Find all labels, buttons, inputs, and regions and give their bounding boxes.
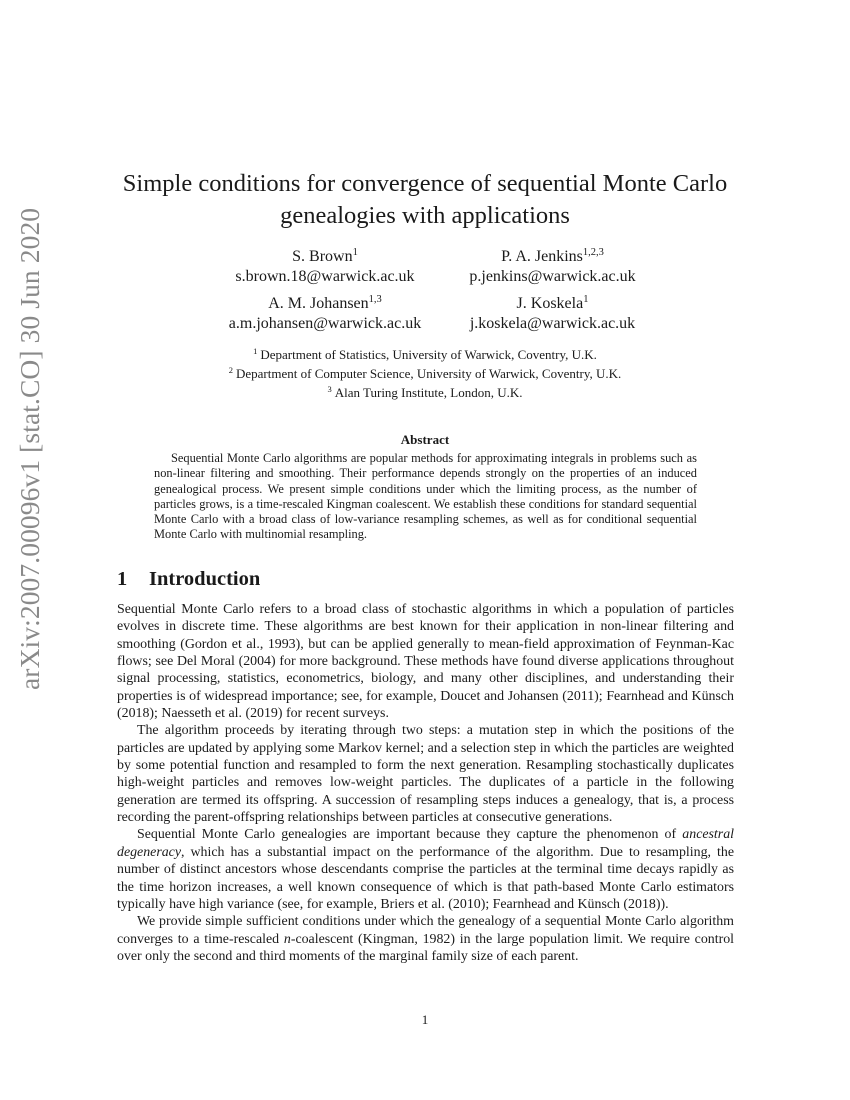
author-email[interactable]: p.jenkins@warwick.ac.uk — [469, 268, 636, 285]
paragraph-text: We provide simple sufficient conditions under which the genealogy of a sequential Monte Carlo algorithm converges to a time-rescaled — [117, 914, 734, 947]
author-email[interactable]: j.koskela@warwick.ac.uk — [469, 315, 636, 332]
paragraph-2: The algorithm proceeds by iterating through two steps: a mutation step in which the positions of the particles are updated by applying some Markov kernel; and a selection step in which the particles are weighted by some potential function and resampled to form the next generation. Resampling stochastically duplicates high-weight particles and removes low-weight particles. The duplicates of a particle in the following generation are termed its offspring. A succession of resampling steps induces a genealogy, that is, a process recording the parent-offspring relationships between particles at consecutive generations. — [117, 723, 734, 826]
affiliation-mark: 2 — [228, 365, 233, 375]
affiliations-list — [150, 345, 700, 402]
author-name: A. M. Johansen — [268, 295, 369, 312]
paragraph-text: Sequential Monte Carlo genealogies are important because they capture the phenomenon of — [137, 827, 683, 843]
section-title: Introduction — [149, 568, 261, 590]
emphasized-term: ancestral degeneracy — [117, 827, 734, 860]
affiliation-text: Department of Computer Science, University of Warwick, Coventry, U.K. — [236, 366, 622, 381]
author-affiliation-mark: 1 — [583, 294, 589, 305]
affiliation-mark: 1 — [253, 346, 258, 356]
author-name: P. A. Jenkins — [501, 248, 583, 265]
page-number: 1 — [421, 1012, 429, 1027]
section-heading-introduction — [117, 568, 260, 591]
title-line-1: Simple conditions for convergence of sequential Monte Carlo — [122, 170, 728, 197]
author-block-brown — [215, 247, 435, 287]
abstract-heading: Abstract — [400, 432, 450, 447]
author-name: J. Koskela — [516, 295, 584, 312]
section-number: 1 — [117, 568, 128, 590]
author-name: S. Brown — [292, 248, 353, 265]
paragraph-4 — [117, 913, 734, 965]
affiliation-mark: 3 — [327, 384, 332, 394]
affiliation-2 — [150, 364, 700, 383]
author-block-koskela — [450, 294, 655, 334]
arxiv-identifier-stamp: arXiv:2007.00096v1 [stat.CO] 30 Jun 2020 — [14, 207, 45, 690]
author-block-johansen — [205, 294, 445, 334]
paragraph-1: Sequential Monte Carlo refers to a broad class of stochastic algorithms in which a population of particles evolves in discrete time. These algorithms are best known for their application in non-linear filtering and smoothing (Gordon et al., 1993), but can be applied generally to mean-field approximation of Feynman-Kac flows; see Del Moral (2004) for more background. These methods have found diverse applications throughout signal processing, statistics, econometrics, biology, and many other disciplines, and understanding their properties is of widespread importance; see, for example, Doucet and Johansen (2011); Fearnhead and Künsch (2018); Naesseth et al. (2019) for recent surveys. — [117, 602, 734, 722]
paragraph-text: , which has a substantial impact on the performance of the algorithm. Due to resampling, the number of distinct ancestors whose descendants comprise the particles at the terminal time decays rapidly as the time horizon increases, a well known consequence of which is that path-based Monte Carlo estimators typically have high variance (see, for example, Briers et al. (2010); Fearnhead and Künsch (2018)). — [117, 844, 734, 912]
author-block-jenkins — [445, 247, 660, 287]
affiliation-1 — [150, 345, 700, 364]
author-affiliation-mark: 1,2,3 — [582, 247, 604, 258]
math-variable: n — [283, 931, 291, 947]
paragraph-text: -coalescent (Kingman, 1982) in the large population limit. We require control over only the second and third moments of the marginal family size of each parent. — [117, 931, 735, 964]
introduction-body — [117, 601, 734, 965]
author-email[interactable]: a.m.johansen@warwick.ac.uk — [228, 315, 422, 332]
paper-title — [110, 168, 740, 232]
author-email[interactable]: s.brown.18@warwick.ac.uk — [235, 268, 415, 285]
affiliation-3 — [150, 383, 700, 402]
affiliation-text: Alan Turing Institute, London, U.K. — [334, 385, 523, 400]
paragraph-3 — [117, 826, 734, 913]
affiliation-text: Department of Statistics, University of Warwick, Coventry, U.K. — [260, 347, 597, 362]
title-line-2: genealogies with applications — [280, 202, 570, 229]
abstract-text: Sequential Monte Carlo algorithms are popular methods for approximating integrals in problems such as non-linear filtering and smoothing. Their performance depends strongly on the properties of an induced genealogical process. We present simple conditions under which the limiting process, as the number of particles grows, is a time-rescaled Kingman coalescent. We establish these conditions for standard sequential Monte Carlo with a broad class of low-variance resampling schemes, as well as for conditional sequential Monte Carlo with multinomial resampling. — [154, 451, 697, 542]
author-affiliation-mark: 1 — [352, 247, 358, 258]
author-affiliation-mark: 1,3 — [368, 294, 382, 305]
